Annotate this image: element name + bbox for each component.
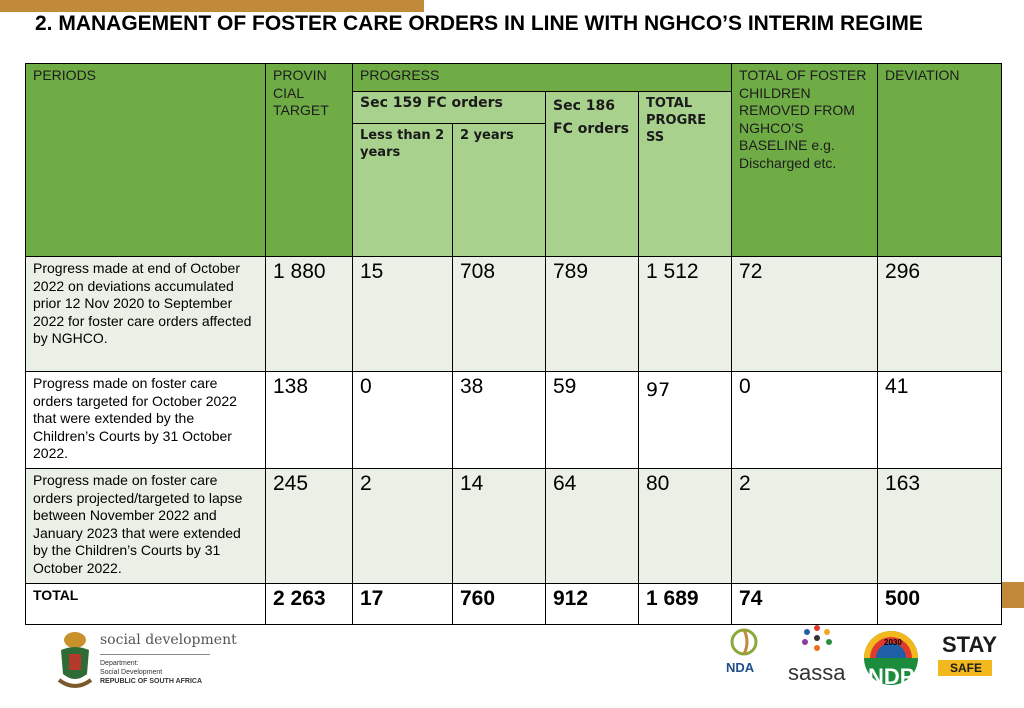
sd-subtitle: Social Development [100, 669, 163, 676]
cell-deviation: 163 [878, 469, 1002, 584]
cell-sec186: 59 [546, 372, 639, 469]
social-development-logo [55, 630, 237, 700]
cell-2-years: 38 [453, 372, 546, 469]
cell-less-than-2: 0 [353, 372, 453, 469]
stay-safe-logo [928, 628, 1000, 694]
row-label: Progress made at end of October 2022 on deviations accumulated prior 12 Nov 2020 to September 2022 for foster care orders affected by NGHCO. [26, 257, 266, 372]
top-accent-bar [0, 0, 424, 12]
nda-text: NDA [726, 660, 755, 675]
cell-less-than-2: 15 [353, 257, 453, 372]
ndp-year: 2030 [884, 638, 902, 647]
table-row [26, 372, 1002, 469]
cell-2-years: 708 [453, 257, 546, 372]
nda-logo [722, 626, 766, 698]
foster-care-table [25, 63, 1002, 625]
total-label: TOTAL [26, 584, 266, 625]
header-periods: PERIODS [26, 64, 266, 257]
total-target: 2 263 [266, 584, 353, 625]
divider [100, 654, 210, 655]
sd-name: social development [100, 632, 237, 648]
sassa-text: sassa [788, 660, 846, 685]
cell-removed: 0 [732, 372, 878, 469]
header-less-than-2-years: Less than 2 years [353, 124, 453, 257]
cell-target: 245 [266, 469, 353, 584]
nda-emblem-icon [722, 626, 766, 662]
cell-2-years: 14 [453, 469, 546, 584]
cell-sec186: 64 [546, 469, 639, 584]
cell-removed: 2 [732, 469, 878, 584]
footer-logos [0, 622, 1024, 708]
total-2-years: 760 [453, 584, 546, 625]
row-label: Progress made on foster care orders targeted for October 2022 that were extended by the Children’s Courts by 31 October 2022. [26, 372, 266, 469]
cell-sec186: 789 [546, 257, 639, 372]
table-row [26, 257, 1002, 372]
total-less-than-2: 17 [353, 584, 453, 625]
header-deviation: DEVIATION [878, 64, 1002, 257]
total-deviation: 500 [878, 584, 1002, 625]
row-label: Progress made on foster care orders projected/targeted to lapse between November 2022 and January 2023 that were extended by the Children’s Courts by 31 October 2022. [26, 469, 266, 584]
header-provincial-target: PROVIN CIAL TARGET [266, 64, 353, 257]
table-row [26, 469, 1002, 584]
header-sec159: Sec 159 FC orders [353, 92, 546, 124]
header-2-years: 2 years [453, 124, 546, 257]
total-removed: 74 [732, 584, 878, 625]
cell-deviation: 41 [878, 372, 1002, 469]
header-total-removed: TOTAL OF FOSTER CHILDREN REMOVED FROM NGHCO’S BASELINE e.g. Discharged etc. [732, 64, 878, 257]
sd-department: Department: [100, 660, 139, 667]
side-accent-bar [1000, 582, 1024, 608]
ndp-text: NDP [868, 664, 915, 689]
header-progress: PROGRESS [353, 64, 732, 92]
total-sec186: 912 [546, 584, 639, 625]
cell-total-progress: 1 512 [639, 257, 732, 372]
cell-total-progress: 80 [639, 469, 732, 584]
cell-removed: 72 [732, 257, 878, 372]
stay-text: STAY [942, 632, 998, 657]
cell-less-than-2: 2 [353, 469, 453, 584]
stay-safe-text: SAFE [950, 661, 983, 675]
page-title: 2. MANAGEMENT OF FOSTER CARE ORDERS IN LINE WITH NGHCO’S INTERIM REGIME [35, 12, 923, 35]
sassa-emblem-icon [784, 624, 850, 664]
sassa-logo [784, 624, 850, 698]
sd-country: REPUBLIC OF SOUTH AFRICA [100, 678, 203, 685]
coat-of-arms-icon [55, 630, 95, 696]
header-total-progress: TOTAL PROGRE SS [639, 92, 732, 257]
cell-total-progress: 97 [639, 372, 732, 469]
total-total-progress: 1 689 [639, 584, 732, 625]
total-row [26, 584, 1002, 625]
ndp-logo [862, 628, 920, 694]
header-sec186: Sec 186 FC orders [546, 92, 639, 257]
cell-target: 138 [266, 372, 353, 469]
cell-target: 1 880 [266, 257, 353, 372]
cell-deviation: 296 [878, 257, 1002, 372]
